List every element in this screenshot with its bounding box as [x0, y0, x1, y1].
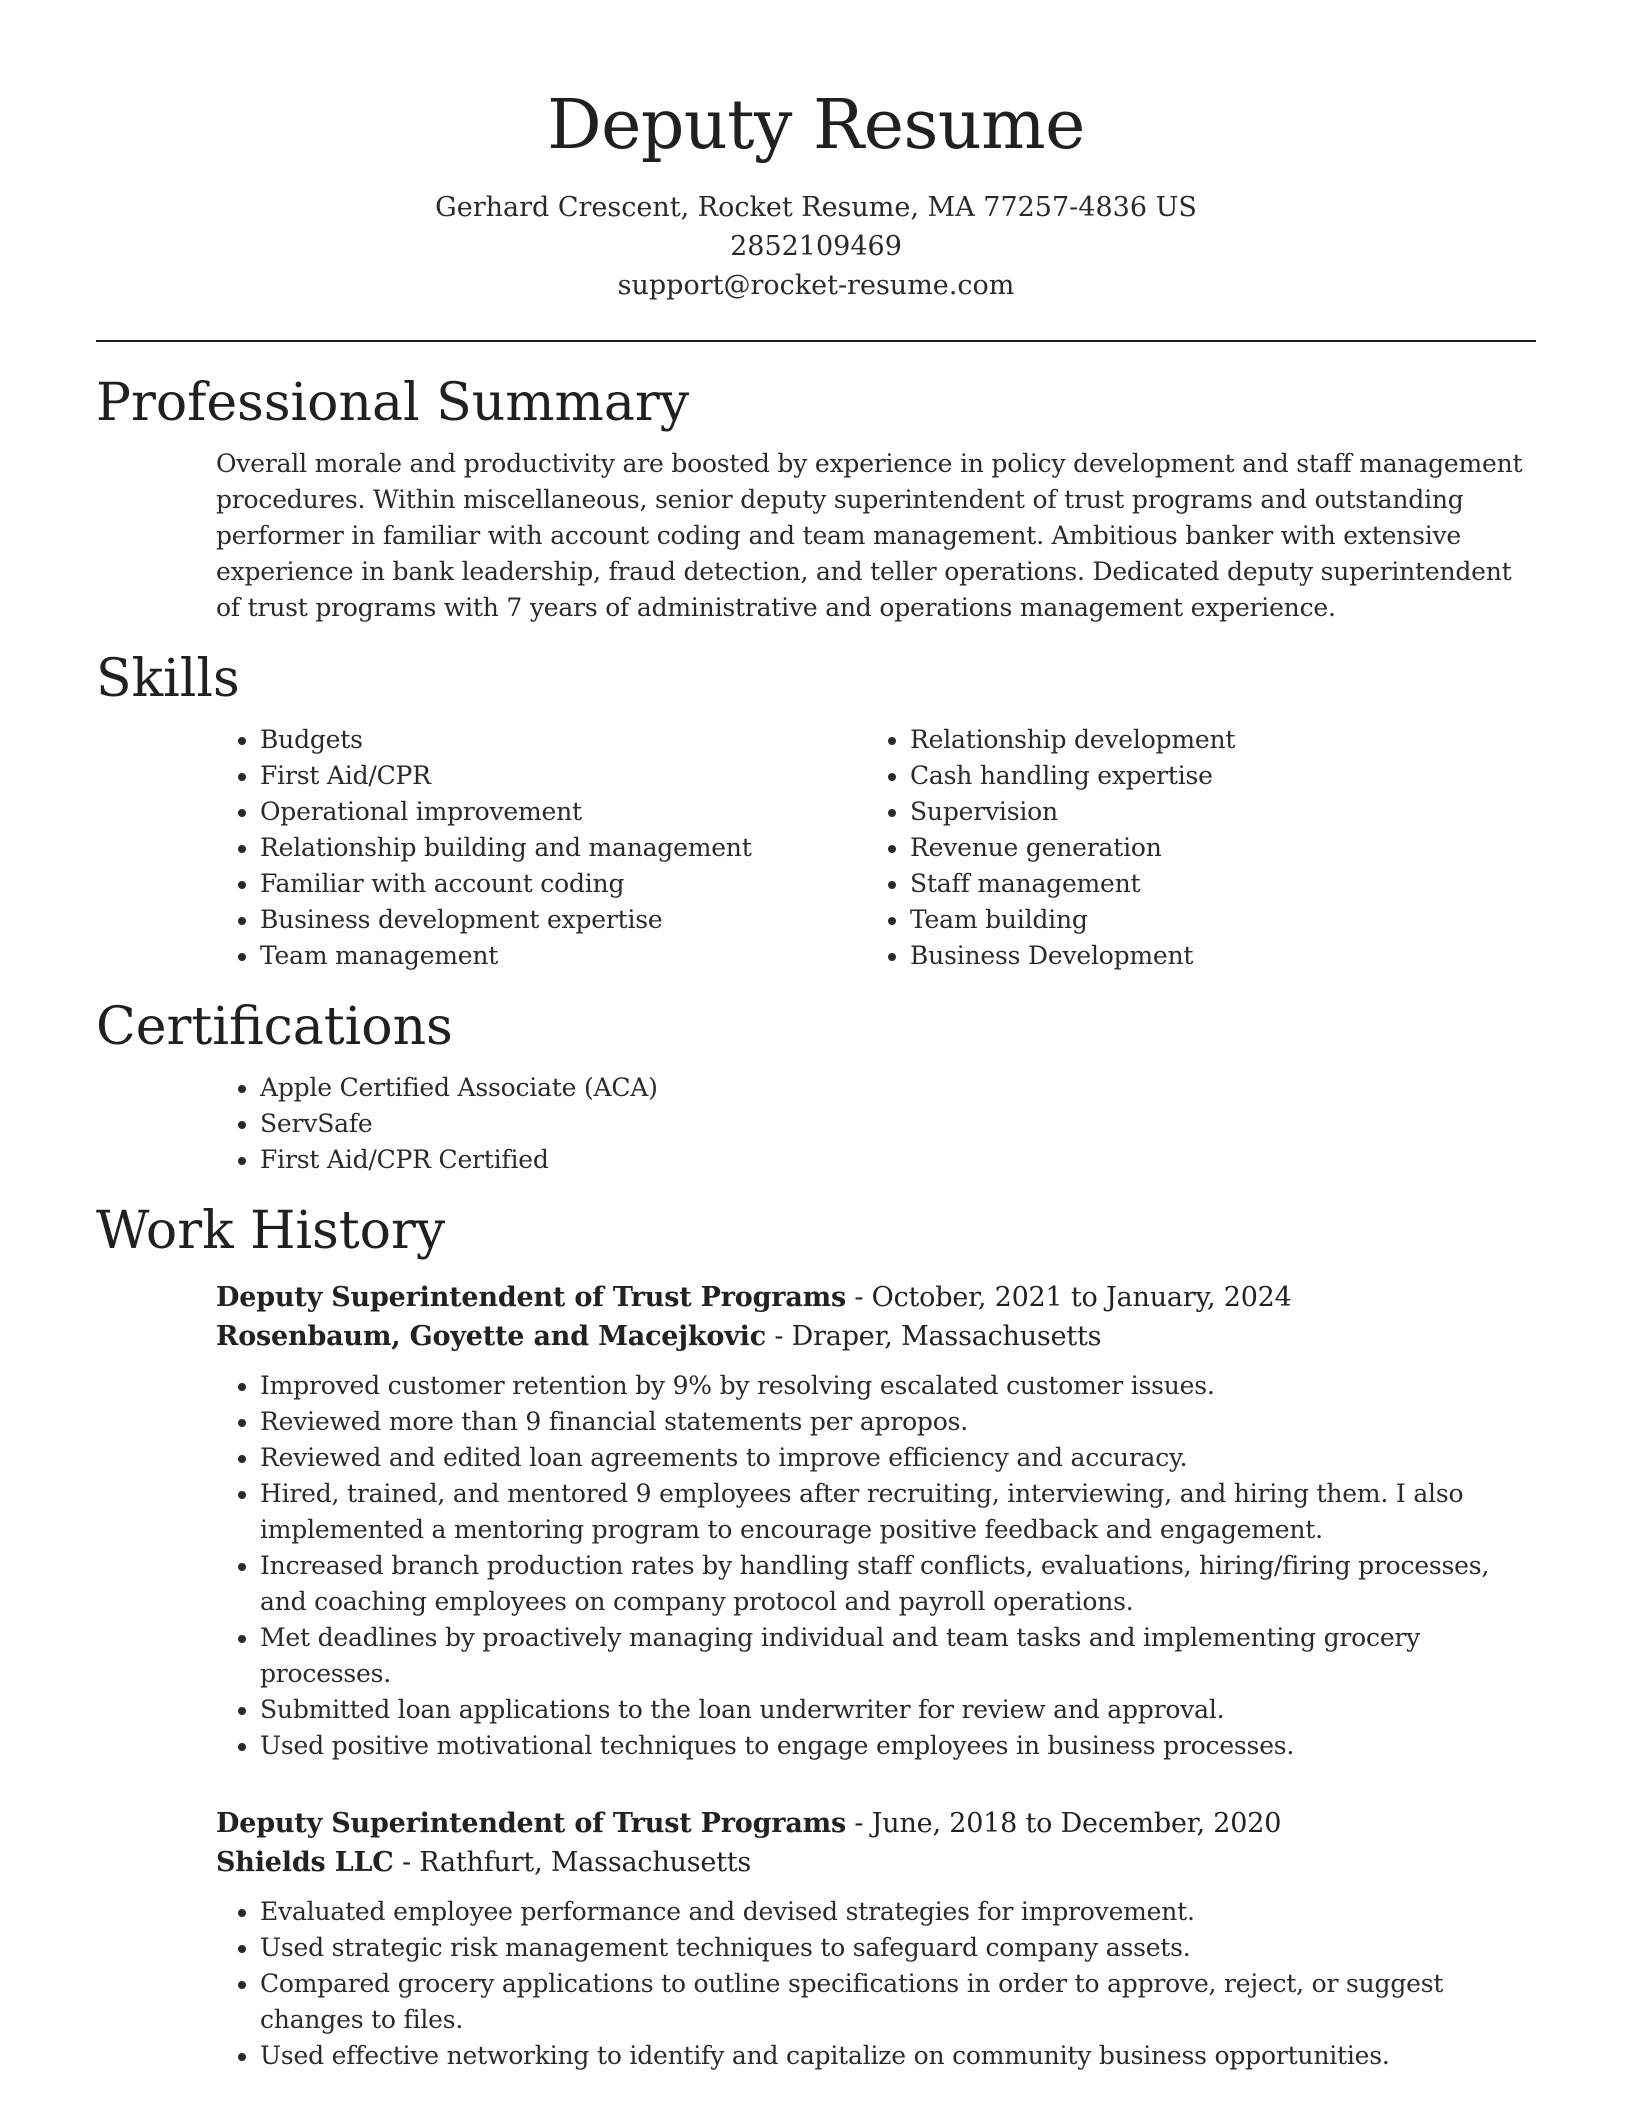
list-item: • Hired, trained, and mentored 9 employees after recruiting, interviewing, and hiring them. I also implemented a mentoring program to encourage positive feedback and engagement.	[260, 1476, 1536, 1548]
resume-body	[96, 370, 1536, 2074]
job-company-line	[216, 1317, 1536, 1356]
job-bullet-list	[96, 1368, 1536, 1764]
work-section	[96, 1198, 1536, 2074]
list-item: • Business development expertise	[260, 902, 866, 938]
list-item: • Increased branch production rates by handling staff conflicts, evaluations, hiring/firing processes, and coaching employees on company protocol and payroll operations.	[260, 1548, 1536, 1620]
list-item: • Relationship building and management	[260, 830, 866, 866]
list-item: • Met deadlines by proactively managing individual and team tasks and implementing grocery processes.	[260, 1620, 1536, 1692]
job-entry	[216, 1804, 1536, 2074]
list-item: • Used positive motivational techniques to engage employees in business processes.	[260, 1728, 1536, 1764]
list-item: • Staff management	[910, 866, 1516, 902]
list-item: • Compared grocery applications to outline specifications in order to approve, reject, or suggest changes to files.	[260, 1966, 1536, 2038]
certifications-title: Certifications	[96, 997, 453, 1057]
resume-header	[0, 0, 1632, 305]
list-item: • Team management	[260, 938, 866, 974]
job-bullets	[216, 1368, 1536, 1764]
list-item: • Cash handling expertise	[910, 758, 1516, 794]
certifications-list	[216, 1070, 1536, 1178]
job-title-line	[216, 1278, 1536, 1317]
contact-block	[0, 188, 1632, 305]
list-item: • Business Development	[910, 938, 1516, 974]
job-bullets	[216, 1894, 1536, 2074]
list-item: • First Aid/CPR	[260, 758, 866, 794]
skills-section	[96, 646, 1536, 974]
certifications-section	[96, 994, 1536, 1178]
list-item: • Reviewed and edited loan agreements to improve efficiency and accuracy.	[260, 1440, 1536, 1476]
summary-title: Professional Summary	[96, 373, 690, 433]
list-item: • Reviewed more than 9 financial statements per apropos.	[260, 1404, 1536, 1440]
list-item: • Used effective networking to identify and capitalize on community business opportunities.	[260, 2038, 1536, 2074]
job-location: - Rathfurt, Massachusetts	[393, 1847, 752, 1878]
work-title: Work History	[96, 1201, 446, 1261]
list-item: • Apple Certified Associate (ACA)	[260, 1070, 1536, 1106]
skills-columns	[216, 722, 1536, 974]
list-item: • Team building	[910, 902, 1516, 938]
skills-column-right	[866, 722, 1516, 974]
job-dates: - June, 2018 to December, 2020	[845, 1808, 1282, 1839]
list-item: • ServSafe	[260, 1106, 1536, 1142]
job-location: - Draper, Massachusetts	[765, 1321, 1102, 1352]
job-title-line	[216, 1804, 1536, 1843]
resume-name: Deputy Resume	[547, 86, 1085, 165]
list-item: • Supervision	[910, 794, 1516, 830]
job-company-line	[216, 1843, 1536, 1882]
job-bullet-list	[96, 1894, 1536, 2074]
list-item: • First Aid/CPR Certified	[260, 1142, 1536, 1178]
list-item: • Evaluated employee performance and devised strategies for improvement.	[260, 1894, 1536, 1930]
skills-list-right	[866, 722, 1516, 974]
skills-title: Skills	[96, 649, 240, 709]
list-item: • Budgets	[260, 722, 866, 758]
header-divider	[96, 340, 1536, 342]
job-entry	[216, 1278, 1536, 1764]
list-item: • Improved customer retention by 9% by resolving escalated customer issues.	[260, 1368, 1536, 1404]
job-title: Deputy Superintendent of Trust Programs	[216, 1282, 846, 1313]
job-company: Rosenbaum, Goyette and Macejkovic	[216, 1321, 766, 1352]
contact-phone: 2852109469	[730, 231, 902, 262]
job-company: Shields LLC	[216, 1847, 394, 1878]
list-item: • Operational improvement	[260, 794, 866, 830]
list-item: • Used strategic risk management techniques to safeguard company assets.	[260, 1930, 1536, 1966]
job-dates: - October, 2021 to January, 2024	[845, 1282, 1292, 1313]
work-entries	[96, 1278, 1536, 2074]
contact-email: support@rocket-resume.com	[617, 270, 1015, 301]
list-item: • Revenue generation	[910, 830, 1516, 866]
skills-list-left	[216, 722, 866, 974]
contact-address: Gerhard Crescent, Rocket Resume, MA 77257-4836 US	[435, 192, 1197, 223]
job-title: Deputy Superintendent of Trust Programs	[216, 1808, 846, 1839]
summary-text: Overall morale and productivity are boosted by experience in policy development and staff management procedures. Within miscellaneous, senior deputy superintendent of trust programs and outstanding performer in familiar with account coding and team management. Ambitious banker with extensive experience in bank leadership, fraud detection, and teller operations. Dedicated deputy superintendent of trust programs with 7 years of administrative and operations management experience.	[216, 449, 1523, 622]
list-item: • Submitted loan applications to the loan underwriter for review and approval.	[260, 1692, 1536, 1728]
list-item: • Familiar with account coding	[260, 866, 866, 902]
summary-section	[96, 370, 1536, 626]
certifications-wrap	[216, 1070, 1536, 1178]
skills-column-left	[216, 722, 866, 974]
list-item: • Relationship development	[910, 722, 1516, 758]
